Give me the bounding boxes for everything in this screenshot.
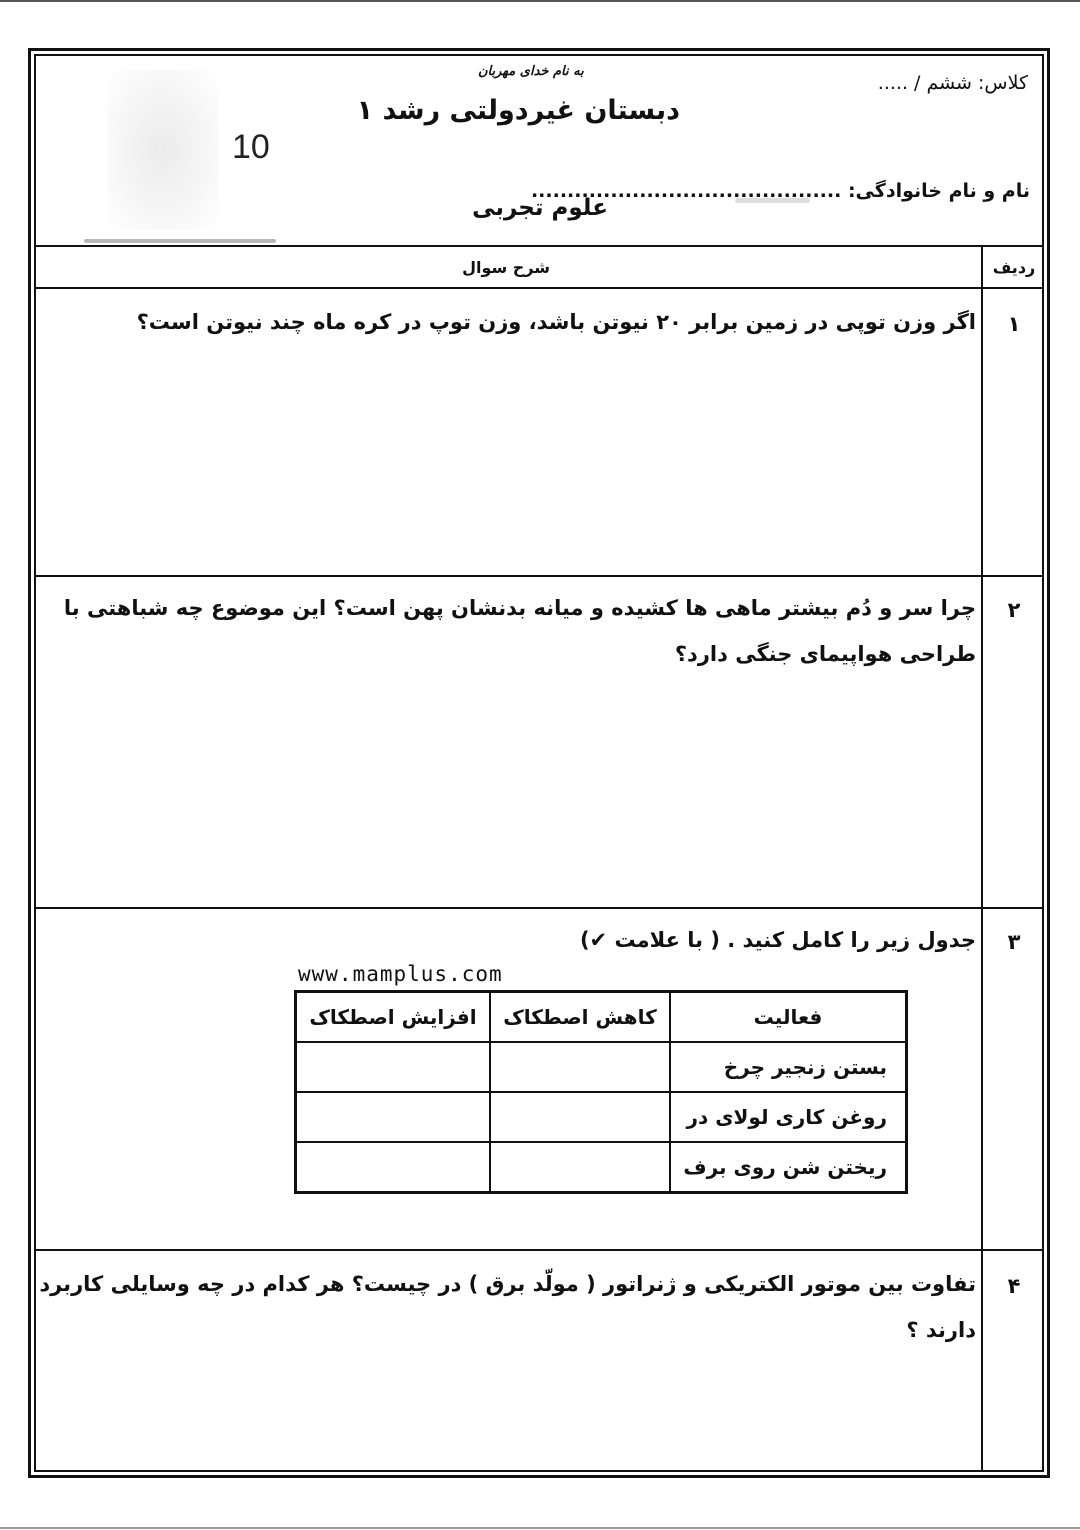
watermark: www.mamplus.com	[298, 962, 503, 986]
row-column-header: ردیف	[992, 258, 1036, 277]
blessing-text: به نام خدای مهربان	[478, 64, 584, 79]
header-activity: فعالیت	[670, 992, 907, 1043]
header-decrease-friction: کاهش اصطکاک	[490, 992, 670, 1043]
table-row	[296, 1142, 907, 1193]
page-bottom-border	[0, 1527, 1080, 1529]
redacted-mark	[84, 239, 276, 243]
friction-table-header-row	[296, 992, 907, 1043]
question-2-divider	[34, 907, 1044, 909]
decrease-cell[interactable]	[490, 1092, 670, 1142]
question-3-divider	[34, 1249, 1044, 1251]
increase-cell[interactable]	[296, 1142, 491, 1193]
increase-cell[interactable]	[296, 1092, 491, 1142]
row-number-column-divider	[981, 245, 983, 1472]
question-1-text: اگر وزن توپی در زمین برابر ۲۰ نیوتن باشد، وزن توپ در کره ماه چند نیوتن است؟	[136, 310, 976, 334]
question-1-divider	[34, 575, 1044, 577]
subject-title: علوم تجربی	[472, 195, 608, 221]
student-name-field: نام و نام خانوادگی: ...........................................	[530, 180, 1030, 202]
increase-cell[interactable]	[296, 1042, 491, 1092]
header-increase-friction: افزایش اصطکاک	[296, 992, 491, 1043]
question-2-text-line2: طراحی هواپیمای جنگی دارد؟	[674, 642, 976, 666]
question-3-text: جدول زیر را کامل کنید . ( با علامت ✔)	[579, 928, 976, 952]
header-divider	[34, 245, 1044, 247]
grade-score: 10	[232, 128, 270, 166]
question-1-number: ۱	[1007, 312, 1021, 336]
table-row	[296, 1092, 907, 1142]
question-2-number: ۲	[1007, 598, 1021, 622]
question-3-number: ۳	[1007, 930, 1021, 954]
friction-table	[294, 990, 908, 1194]
question-4-text-line1: تفاوت بین موتور الکتریکی و ژنراتور ( مولّد برق ) در چیست؟ هر کدام در چه وسایلی کاربرد	[39, 1272, 976, 1296]
activity-cell: ریختن شن روی برف	[670, 1142, 907, 1193]
decrease-cell[interactable]	[490, 1042, 670, 1092]
page-top-border	[0, 0, 1080, 2]
decrease-cell[interactable]	[490, 1142, 670, 1193]
class-field: کلاس: ششم / .....	[877, 72, 1028, 94]
activity-cell: روغن کاری لولای در	[670, 1092, 907, 1142]
column-header-divider	[34, 287, 1044, 289]
stamp-smudge	[108, 70, 218, 230]
question-2-text-line1: چرا سر و دُم بیشتر ماهی ها کشیده و میانه بدنشان پهن است؟ این موضوع چه شباهتی با	[63, 596, 976, 620]
description-column-header: شرح سوال	[462, 258, 550, 277]
activity-cell: بستن زنجیر چرخ	[670, 1042, 907, 1092]
table-row	[296, 1042, 907, 1092]
question-4-number: ۴	[1007, 1274, 1021, 1298]
school-name: دبستان غیردولتی رشد ۱	[356, 95, 680, 126]
question-4-text-line2: دارند ؟	[906, 1318, 976, 1342]
